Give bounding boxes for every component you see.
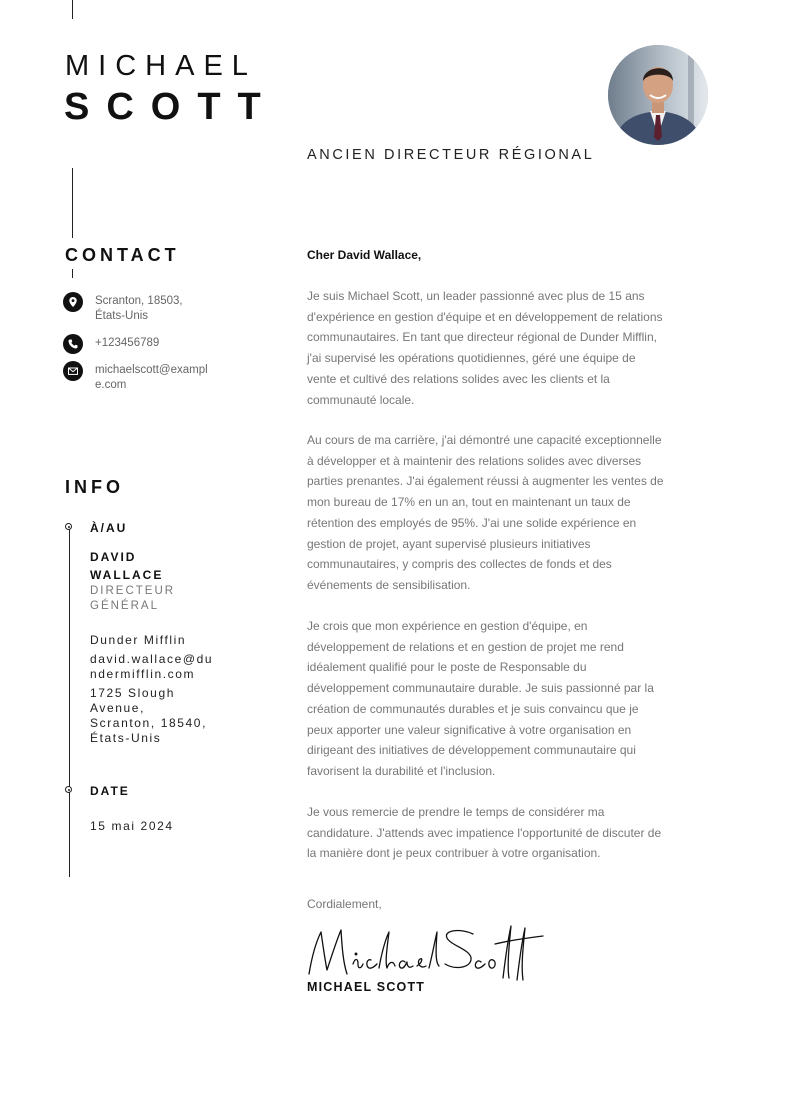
recipient-label: À/AU [90,521,128,535]
contact-address: Scranton, 18503, États-Unis [95,295,183,322]
contact-email: michaelscott@example.com [95,364,208,391]
letter-closing: Cordialement, [307,897,382,911]
contact-phone: +123456789 [95,337,160,349]
contact-divider-line [72,168,73,238]
map-pin-icon [63,292,83,312]
contact-section-title: CONTACT [65,245,180,265]
phone-icon [63,334,83,354]
letter-paragraph: Au cours de ma carrière, j'ai démontré une capacité exceptionnelle à développer et à maintenir des relations solides avec diverses parties prenantes. J'ai également réussi à augmenter les ventes de mon bureau de 17% en un an, tout en maintenant un taux de rétention des employés de 95%. J'ai une solide expérience en gestion de projet, ayant supervisé plusieurs initiatives communautaires, y compris des collectes de fonds et des événements de sensibilisation. [307,433,664,592]
letter-salutation: Cher David Wallace, [307,248,422,262]
letter-paragraph: Je vous remercie de prendre le temps de considérer ma candidature. J'attends avec impatience l'opportunité de discuter de la manière dont je peux contribuer à votre organisation. [307,805,662,861]
timeline-bullet-icon [65,523,72,530]
date-label: DATE [90,784,130,798]
last-name: SCOTT [64,86,278,128]
contact-tick-line [72,269,73,278]
info-timeline-line [69,527,70,877]
signer-name: MICHAEL SCOTT [307,980,426,994]
profile-photo [608,45,708,145]
recipient-role: DIRECTEUR GÉNÉRAL [90,585,176,612]
envelope-icon [63,361,83,381]
top-divider-line [72,0,73,19]
recipient-email: david.wallace@dundermifflin.com [90,652,214,681]
letter-date: 15 mai 2024 [90,819,174,833]
job-title: ANCIEN DIRECTEUR RÉGIONAL [307,147,595,163]
portrait-illustration [608,45,708,145]
recipient-name: DAVID WALLACE [90,550,164,582]
info-section-title: INFO [65,477,124,497]
recipient-company: Dunder Mifflin [90,633,187,647]
signature [305,922,545,984]
timeline-bullet-icon [65,786,72,793]
letter-paragraph: Je suis Michael Scott, un leader passionné avec plus de 15 ans d'expérience en gestion d'équipe et en développement de relations communautaires. En tant que directeur régional de Dunder Mifflin, j'ai supervisé les opérations quotidiennes, géré une équipe de vente et cultivé des relations solides avec les clients et la communauté locale. [307,289,663,407]
recipient-address: 1725 Slough Avenue, Scranton, 18540, États-Unis [90,686,208,745]
first-name: MICHAEL [65,50,257,82]
letter-paragraph: Je crois que mon expérience en gestion d'équipe, en développement de relations et en gestion de projet me rend idéalement qualifié pour le poste de Responsable du développement communautaire durable. Je suis passionné par la création de communautés durables et je suis convaincu que je peux apporter une valeur significative à votre organisation en dirigeant des initiatives de développement communautaire qui favorisent la durabilité et l'inclusion. [307,619,654,778]
